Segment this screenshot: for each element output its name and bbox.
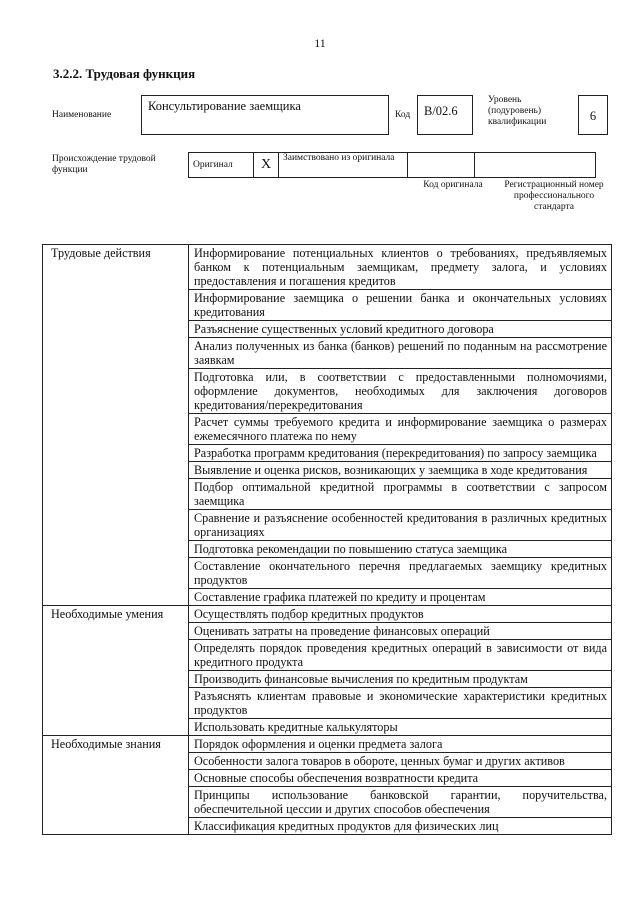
table-row	[43, 736, 612, 753]
list-item: Выявление и оценка рисков, возникающих у заемщика в ходе кредитования	[189, 462, 612, 479]
list-item: Оценивать затраты на проведение финансовых операций	[189, 623, 612, 640]
list-item: Анализ полученных из банка (банков) решений по поданным на рассмотрение заявкам	[189, 338, 612, 369]
level-value: 6	[578, 95, 608, 135]
origin-label: Происхождение трудовой функции	[52, 154, 156, 175]
code-value: В/02.6	[417, 95, 473, 135]
list-item: Основные способы обеспечения возвратности кредита	[189, 770, 612, 787]
list-item: Разработка программ кредитования (перекредитования) по запросу заемщика	[189, 445, 612, 462]
list-item: Особенности залога товаров в обороте, ценных бумаг и других активов	[189, 753, 612, 770]
list-item: Порядок оформления и оценки предмета залога	[189, 736, 612, 753]
list-item: Осуществлять подбор кредитных продуктов	[189, 606, 612, 623]
list-item: Составление окончательного перечня предлагаемых заемщику кредитных продуктов	[189, 558, 612, 589]
name-value: Консультирование заемщика	[141, 95, 389, 135]
list-item: Информирование потенциальных клиентов о требованиях, предъявляемых банком к потенциальным заемщикам, предмету залога, и условиях предоставления и погашения кредитов	[189, 245, 612, 290]
section-label: Необходимые знания	[43, 736, 189, 835]
section-title: 3.2.2. Трудовая функция	[53, 66, 196, 81]
name-label: Наименование	[52, 110, 112, 120]
original-code-cell	[408, 153, 475, 178]
level-label: Уровень (подуровень) квалификации	[488, 95, 547, 127]
list-item: Подбор оптимальной кредитной программы в соответствии с запросом заемщика	[189, 479, 612, 510]
list-item: Подготовка или, в соответствии с предоставленными полномочиями, оформление документов, необходимых для заключения договоров кредитования/перекредитования	[189, 369, 612, 414]
code-label: Код	[395, 110, 411, 120]
borrowed-label: Заимствовано из оригинала	[279, 153, 408, 178]
table-row	[43, 245, 612, 290]
code-caption: Код оригинала	[423, 180, 483, 190]
section-label: Трудовые действия	[43, 245, 189, 606]
origin-table	[188, 152, 596, 178]
list-item: Подготовка рекомендации по повышению статуса заемщика	[189, 541, 612, 558]
list-item: Использовать кредитные калькуляторы	[189, 719, 612, 736]
original-mark: Х	[254, 153, 279, 178]
list-item: Определять порядок проведения кредитных операций в зависимости от вида кредитного продукта	[189, 640, 612, 671]
reg-number-cell	[475, 153, 596, 178]
list-item: Производить финансовые вычисления по кредитным продуктам	[189, 671, 612, 688]
reg-caption: Регистрационный номер профессионального стандарта	[504, 180, 604, 212]
page-number: 11	[314, 36, 326, 50]
original-label: Оригинал	[189, 153, 254, 178]
list-item: Разъяснять клиентам правовые и экономические характеристики кредитных продуктов	[189, 688, 612, 719]
list-item: Составление графика платежей по кредиту и процентам	[189, 589, 612, 606]
function-table	[42, 244, 612, 835]
table-row	[43, 606, 612, 623]
list-item: Информирование заемщика о решении банка и окончательных условиях кредитования	[189, 290, 612, 321]
list-item: Расчет суммы требуемого кредита и информирование заемщика о размерах ежемесячного платежа по нему	[189, 414, 612, 445]
section-label: Необходимые умения	[43, 606, 189, 736]
list-item: Сравнение и разъяснение особенностей кредитования в различных кредитных организациях	[189, 510, 612, 541]
list-item: Классификация кредитных продуктов для физических лиц	[189, 818, 612, 835]
list-item: Принципы использование банковской гарантии, поручительства, обеспечительной цессии и других способов обеспечения	[189, 787, 612, 818]
list-item: Разъяснение существенных условий кредитного договора	[189, 321, 612, 338]
